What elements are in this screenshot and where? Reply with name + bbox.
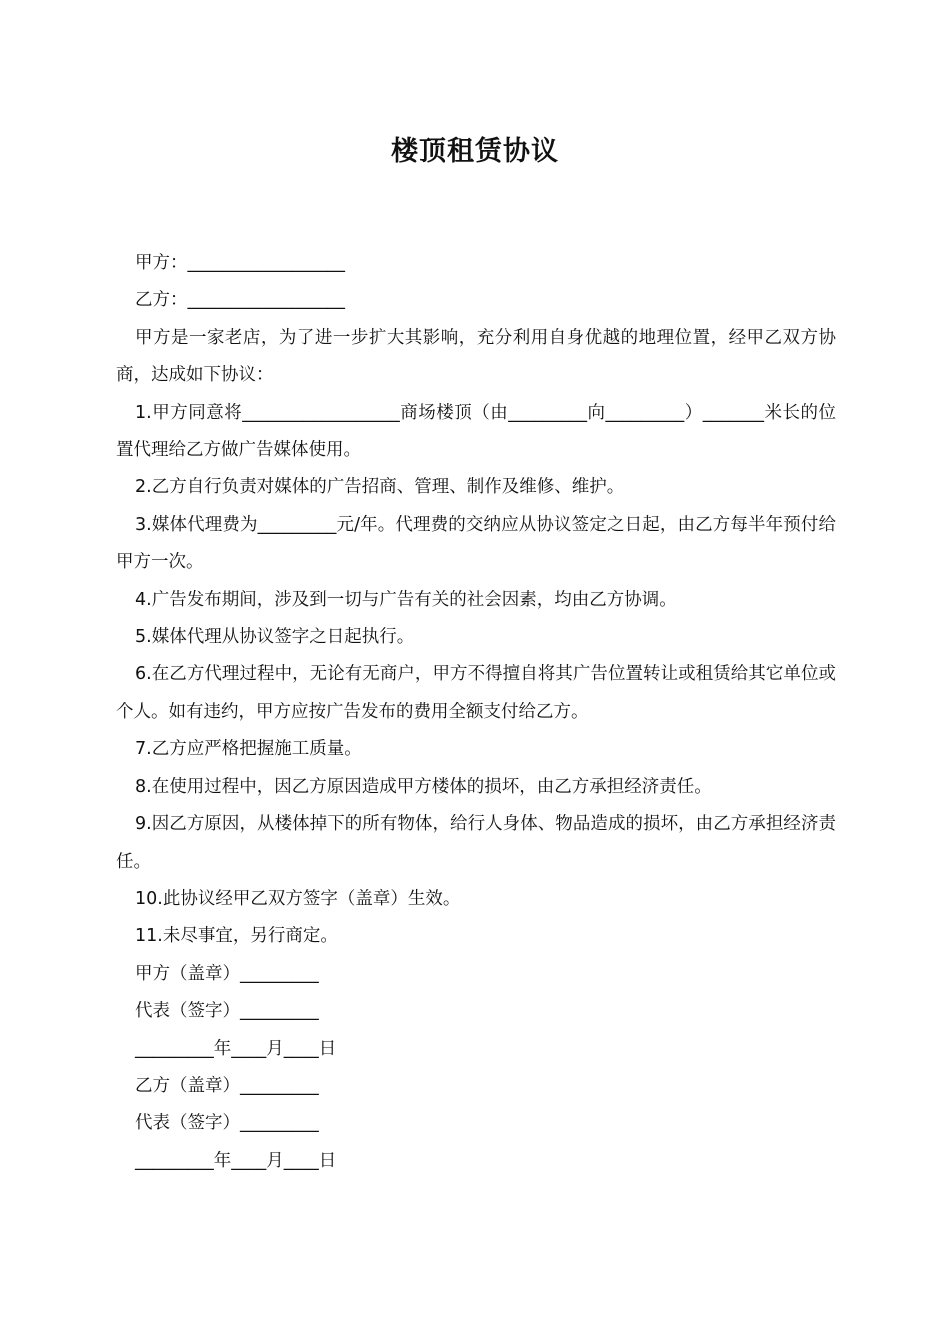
- party-b-representative-line: 代表（签字）_________: [135, 1113, 319, 1134]
- party-a-seal-line: 甲方（盖章）_________: [135, 963, 319, 984]
- clause-2: 2.乙方自行负责对媒体的广告招商、管理、制作及维修、维护。: [135, 477, 625, 498]
- clause-5: 5.媒体代理从协议签字之日起执行。: [135, 627, 415, 648]
- clause-10: 10.此协议经甲乙双方签字（盖章）生效。: [135, 888, 461, 909]
- clause-11: 11.未尽事宜，另行商定。: [135, 926, 338, 947]
- party-a-date-line: _________年____月____日: [135, 1038, 337, 1059]
- document-title: 楼顶租赁协议: [391, 136, 559, 167]
- clause-9: 9.因乙方原因，从楼体掉下的所有物体，给行人身体、物品造成的损坏，由乙方承担经济责任。: [116, 814, 836, 872]
- clause-4: 4.广告发布期间，涉及到一切与广告有关的社会因素，均由乙方协调。: [135, 589, 677, 610]
- party-a-representative-line: 代表（签字）_________: [135, 1001, 319, 1022]
- preamble-paragraph: 甲方是一家老店，为了进一步扩大其影响，充分利用自身优越的地理位置，经甲乙双方协商，达成如下协议：: [116, 327, 836, 386]
- party-b-seal-line: 乙方（盖章）_________: [135, 1075, 319, 1096]
- clause-1: 1.甲方同意将__________________商场楼顶（由_________向_________）_______米长的位置代理给乙方做广告媒体使用。: [116, 402, 836, 461]
- clause-7: 7.乙方应严格把握施工质量。: [135, 739, 362, 760]
- clause-3: 3.媒体代理费为_________元/年。代理费的交纳应从协议签定之日起，由乙方每半年预付给甲方一次。: [116, 514, 836, 573]
- document-body: [116, 245, 836, 1180]
- party-a-line: 甲方：__________________: [135, 253, 345, 273]
- party-b-date-line: _________年____月____日: [135, 1150, 337, 1171]
- clause-8: 8.在使用过程中，因乙方原因造成甲方楼体的损坏，由乙方承担经济责任。: [135, 776, 712, 797]
- clause-6: 6.在乙方代理过程中，无论有无商户，甲方不得擅自将其广告位置转让或租赁给其它单位或个人。如有违约，甲方应按广告发布的费用全额支付给乙方。: [116, 664, 836, 722]
- party-b-line: 乙方：__________________: [135, 290, 345, 311]
